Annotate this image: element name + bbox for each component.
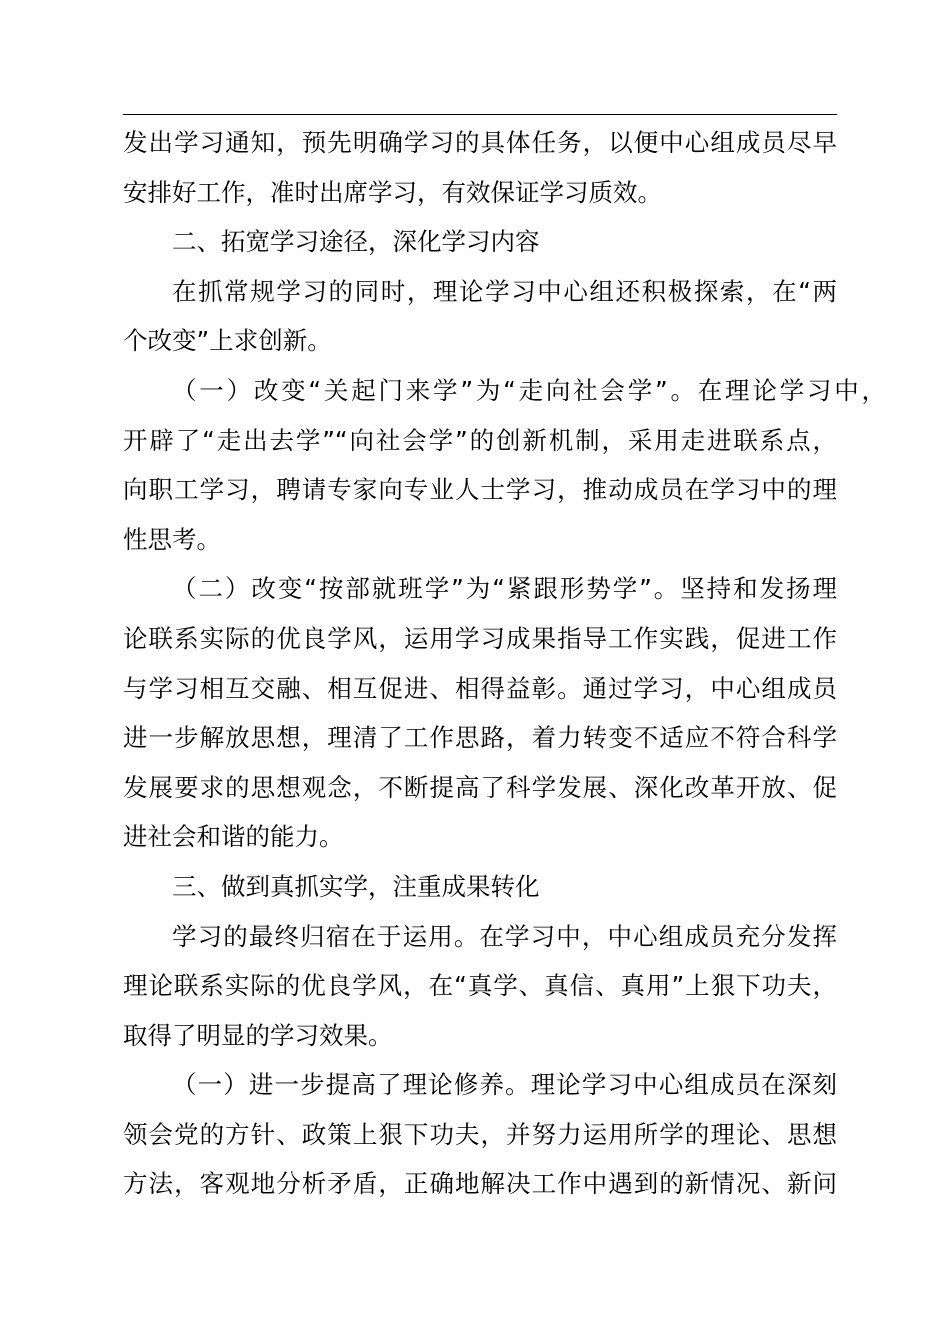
- text-line: 向职工学习，聘请专家向专业人士学习，推动成员在学习中的理: [123, 475, 837, 505]
- text-line: 取得了明显的学习效果。: [123, 1020, 393, 1050]
- section-heading: 三、做到真抓实学，注重成果转化: [172, 871, 540, 901]
- text-line: 进社会和谐的能力。: [123, 822, 344, 852]
- text-line: 性思考。: [123, 524, 221, 554]
- text-line: 学习的最终归宿在于运用。在学习中，中心组成员充分发挥: [172, 921, 837, 951]
- text-line: 发展要求的思想观念，不断提高了科学发展、深化改革开放、促: [123, 772, 837, 802]
- text-line: 领会党的方针、政策上狠下功夫，并努力运用所学的理论、思想: [123, 1119, 837, 1149]
- subsection-heading-line: （一）进一步提高了理论修养。理论学习中心组成员在深刻: [172, 1070, 837, 1100]
- text-line: 在抓常规学习的同时，理论学习中心组还积极探索，在“两: [172, 276, 837, 306]
- text-line: 方法，客观地分析矛盾，正确地解决工作中遇到的新情况、新问: [123, 1169, 837, 1199]
- text-line: 与学习相互交融、相互促进、相得益彰。通过学习，中心组成员: [123, 673, 837, 703]
- text-line: 安排好工作，准时出席学习，有效保证学习质效。: [123, 177, 662, 207]
- text-line: 发出学习通知，预先明确学习的具体任务，以便中心组成员尽早: [123, 128, 837, 157]
- text-line: 开辟了“走出去学”“向社会学”的创新机制，采用走进联系点，: [123, 425, 837, 455]
- header-rule: [123, 114, 837, 115]
- document-body: [123, 118, 886, 1209]
- text-line: 理论联系实际的优良学风，在“真学、真信、真用”上狠下功夫，: [123, 971, 837, 1001]
- text-line: 论联系实际的优良学风，运用学习成果指导工作实践，促进工作: [123, 623, 837, 653]
- subsection-heading-line: （二）改变“按部就班学”为“紧跟形势学”。坚持和发扬理: [172, 574, 837, 604]
- text-line: 个改变”上求创新。: [123, 326, 332, 356]
- text-line: 进一步解放思想，理清了工作思路，着力转变不适应不符合科学: [123, 723, 837, 753]
- subsection-heading-line: （一）改变“关起门来学”为“走向社会学”。在理论学习中，: [172, 375, 886, 405]
- section-heading: 二、拓宽学习途径，深化学习内容: [172, 227, 540, 257]
